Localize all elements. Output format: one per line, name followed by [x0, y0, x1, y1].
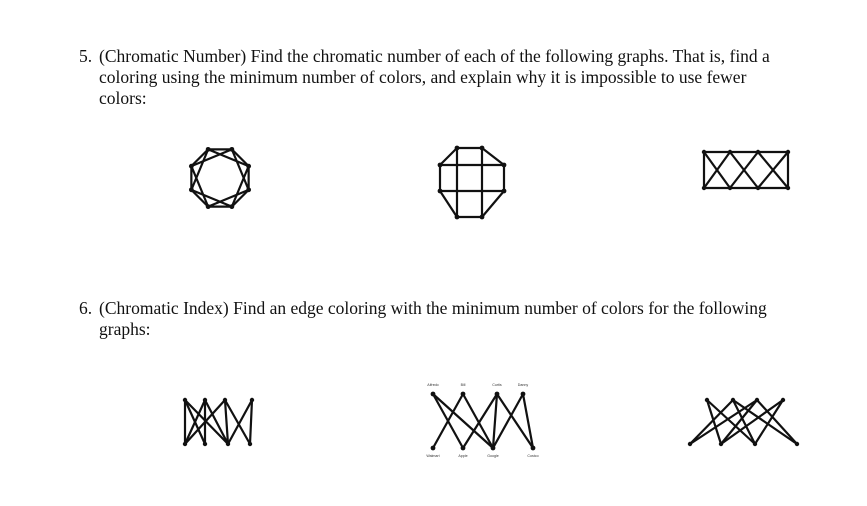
graph-bipartite-labeled [415, 378, 545, 464]
graph-vertex [480, 146, 485, 151]
vertex-label: Curtis [492, 383, 502, 387]
vertex-label: Costco [527, 454, 539, 458]
vertex-label: Danny [517, 383, 529, 387]
graph-vertex [248, 442, 252, 446]
graph-edge [228, 400, 252, 444]
problem-5 [79, 46, 779, 109]
graph-vertex [728, 150, 732, 154]
graph-vertex [246, 187, 251, 192]
graph-vertex [461, 446, 466, 451]
graph-vertex [786, 186, 790, 190]
graph-vertex [206, 147, 211, 152]
graph-vertex [756, 150, 760, 154]
graph-edge [225, 400, 250, 444]
graph-vertex [438, 163, 443, 168]
vertex-label: Alfredo [427, 383, 439, 387]
graph-vertex [189, 164, 194, 169]
vertex-label: Walmart [426, 454, 440, 458]
graph-vertex [502, 163, 507, 168]
graph-vertex [756, 186, 760, 190]
graph-vertex [189, 187, 194, 192]
graph-vertex [455, 215, 460, 220]
graph-vertex [753, 442, 757, 446]
graph-vertex [495, 392, 500, 397]
graph-vertex [502, 189, 507, 194]
graph-vertex [461, 392, 466, 397]
graph-vertex [183, 398, 187, 402]
graph-vertex [203, 398, 207, 402]
graph-edge [440, 191, 457, 217]
graph-vertex [203, 442, 207, 446]
problem-6-number: 6. [79, 298, 93, 318]
graph-vertex [731, 398, 735, 402]
graph-vertex [480, 215, 485, 220]
graph-vertex [531, 446, 536, 451]
graph-vertex [491, 446, 496, 451]
graph-bipartite-left [180, 392, 260, 452]
graph-vertex [755, 398, 759, 402]
graph-vertex [795, 442, 799, 446]
graph-vertex [229, 204, 234, 209]
graph-edge [733, 400, 797, 444]
graph-edge [440, 148, 457, 165]
graph-edge [755, 400, 783, 444]
graph-vertex [702, 186, 706, 190]
graph-vertex [702, 150, 706, 154]
graph-edge [482, 148, 504, 165]
graph-octagon-star [185, 143, 255, 213]
problem-5-number: 5. [79, 46, 93, 66]
graph-vertex [183, 442, 187, 446]
graph-vertex [521, 392, 526, 397]
graph-vertex [705, 398, 709, 402]
problem-5-text: (Chromatic Number) Find the chromatic number of each of the following graphs. That is, find a coloring using the minimum number of colors, and explain why it is impossible to use fewer colors: [99, 46, 770, 108]
vertex-label: Google [487, 454, 499, 458]
graph-vertex [455, 146, 460, 151]
graph-rectangle-cross [700, 148, 792, 192]
vertex-label: Apple [458, 454, 468, 458]
graph-vertex [223, 398, 227, 402]
graph-vertex [206, 204, 211, 209]
graph-vertex [728, 186, 732, 190]
vertex-label: Bill [460, 383, 466, 387]
problem-6-text: (Chromatic Index) Find an edge coloring with the minimum number of colors for the following graphs: [99, 298, 767, 339]
graph-vertex [719, 442, 723, 446]
graph-vertex [229, 147, 234, 152]
graph-vertex [781, 398, 785, 402]
graph-vertex [688, 442, 692, 446]
graph-vertex [226, 442, 230, 446]
graph-vertex [250, 398, 254, 402]
graph-vertex [246, 164, 251, 169]
graph-edge [482, 191, 504, 217]
graph-edge [250, 400, 252, 444]
problem-6 [79, 298, 779, 340]
graph-bipartite-right [685, 392, 805, 452]
graph-vertex [786, 150, 790, 154]
graph-vertex [431, 392, 436, 397]
graph-edge [757, 400, 797, 444]
graph-octagon-cross [437, 143, 517, 223]
graph-edge [433, 394, 493, 448]
graph-vertex [438, 189, 443, 194]
graph-vertex [431, 446, 436, 451]
